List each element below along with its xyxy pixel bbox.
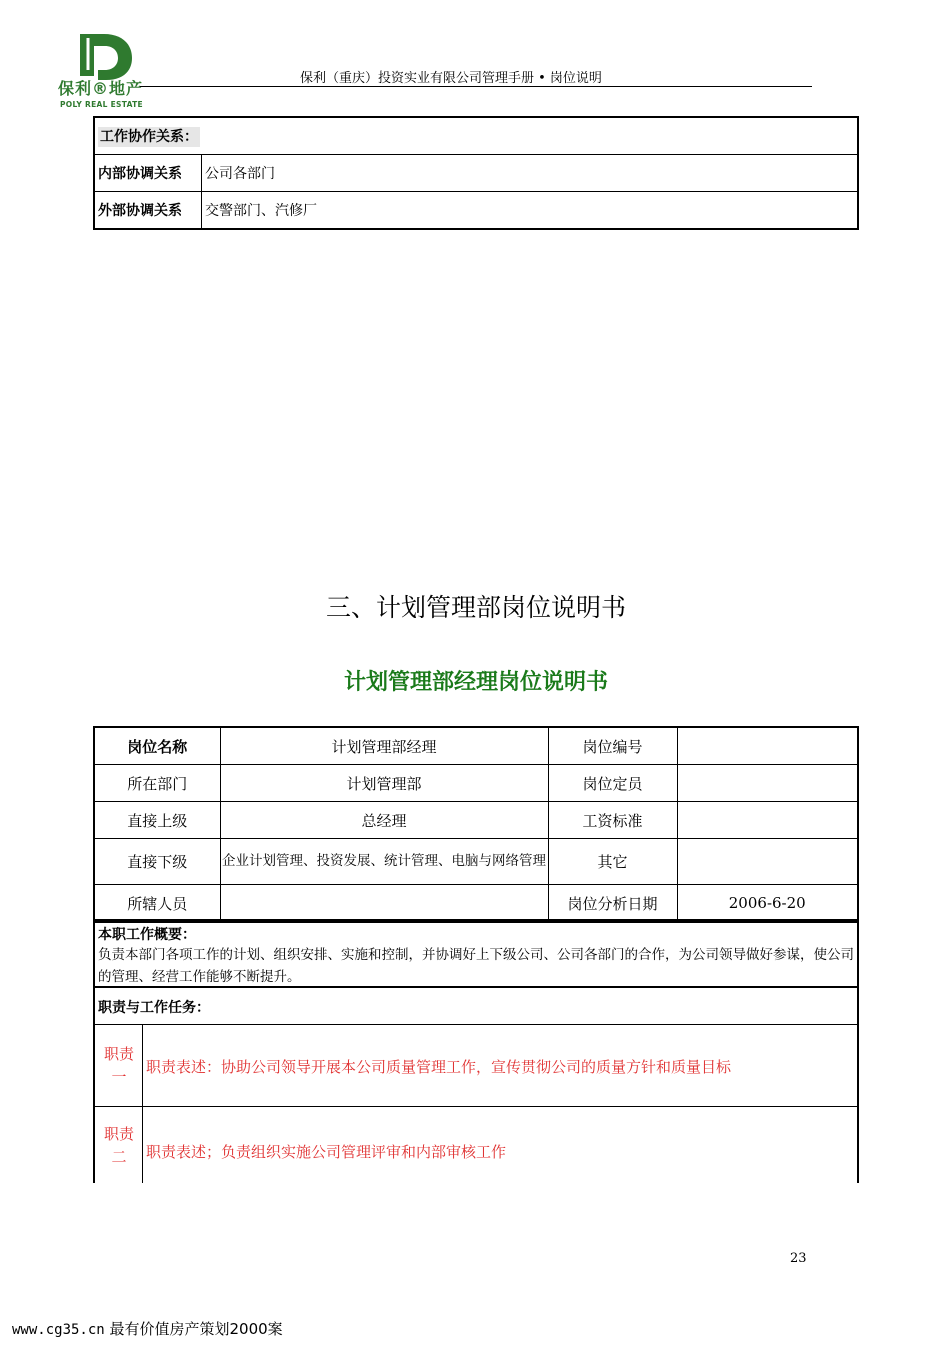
footer: [12, 1318, 283, 1339]
department-label: 所在部门: [94, 765, 220, 802]
cooperation-heading-row: [94, 117, 858, 155]
internal-coordination-label: 内部协调关系: [94, 155, 202, 192]
post-name-label: 岗位名称: [94, 727, 220, 765]
table-row: [94, 155, 858, 192]
other-value: [677, 839, 858, 885]
cooperation-table: [93, 116, 859, 230]
duty-number-index: 一: [111, 1068, 127, 1086]
analysis-date-value: 2006-6-20: [677, 885, 858, 923]
header-title: 保利（重庆）投资实业有限公司管理手册 • 岗位说明: [300, 71, 602, 86]
logo-chinese-name: 保利®地产: [58, 79, 144, 98]
other-label: 其它: [548, 839, 677, 885]
footer-slogan: 最有价值房产策划2000案: [109, 1320, 283, 1338]
post-name-value: 计划管理部经理: [220, 727, 548, 765]
section-title: 三、计划管理部岗位说明书: [325, 593, 626, 622]
duty-number-label: 职责: [103, 1125, 134, 1143]
duty-number-label: 职责: [103, 1045, 134, 1063]
staff-value: [220, 885, 548, 923]
header-divider: [140, 86, 812, 87]
post-code-label: 岗位编号: [548, 727, 677, 765]
table-row: [94, 192, 858, 230]
duty-description: 职责表述：协助公司领导开展本公司质量管理工作，宣传贯彻公司的质量方针和质量目标: [146, 1058, 732, 1076]
analysis-date-label: 岗位分析日期: [548, 885, 677, 923]
post-info-table: [93, 726, 859, 923]
table-row: [94, 802, 858, 839]
duties-heading: 职责与工作任务：: [98, 1000, 210, 1016]
direct-superior-value: 总经理: [220, 802, 548, 839]
internal-coordination-value: 公司各部门: [202, 155, 859, 192]
duty-row: [93, 1025, 859, 1107]
duty-number-index: 二: [111, 1148, 127, 1166]
table-row: [94, 727, 858, 765]
post-code-value: [677, 727, 858, 765]
department-value: 计划管理部: [220, 765, 548, 802]
salary-standard-value: [677, 802, 858, 839]
job-summary-text: 负责本部门各项工作的计划、组织安排、实施和控制，并协调好上下级公司、公司各部门的合作，为公司领导做好参谋，使公司的管理、经营工作能够不断提升。: [98, 947, 854, 985]
external-coordination-label: 外部协调关系: [94, 192, 202, 230]
duty-number-cell: [95, 1107, 143, 1183]
logo-english-name: POLY REAL ESTATE: [60, 100, 143, 109]
headcount-label: 岗位定员: [548, 765, 677, 802]
direct-subordinate-label: 直接下级: [94, 839, 220, 885]
direct-subordinate-value: 企业计划管理、投资发展、统计管理、电脑与网络管理: [220, 839, 548, 885]
table-row: [94, 885, 858, 923]
table-row: [94, 765, 858, 802]
cooperation-heading: 工作协作关系：: [100, 129, 198, 145]
footer-url[interactable]: www.cg35.cn: [12, 1322, 105, 1338]
staff-label: 所辖人员: [94, 885, 220, 923]
table-row: [94, 839, 858, 885]
job-summary-box: [93, 919, 859, 988]
page-number: 23: [790, 1251, 807, 1266]
sub-title: 计划管理部经理岗位说明书: [343, 670, 608, 695]
duty-row: [93, 1107, 859, 1183]
headcount-value: [677, 765, 858, 802]
direct-superior-label: 直接上级: [94, 802, 220, 839]
duty-description: 职责表述；负责组织实施公司管理评审和内部审核工作: [146, 1143, 507, 1161]
salary-standard-label: 工资标准: [548, 802, 677, 839]
job-summary-heading: 本职工作概要：: [98, 927, 196, 943]
duty-number-cell: [95, 1025, 143, 1106]
duties-heading-row: [93, 987, 859, 1025]
external-coordination-value: 交警部门、汽修厂: [202, 192, 859, 230]
